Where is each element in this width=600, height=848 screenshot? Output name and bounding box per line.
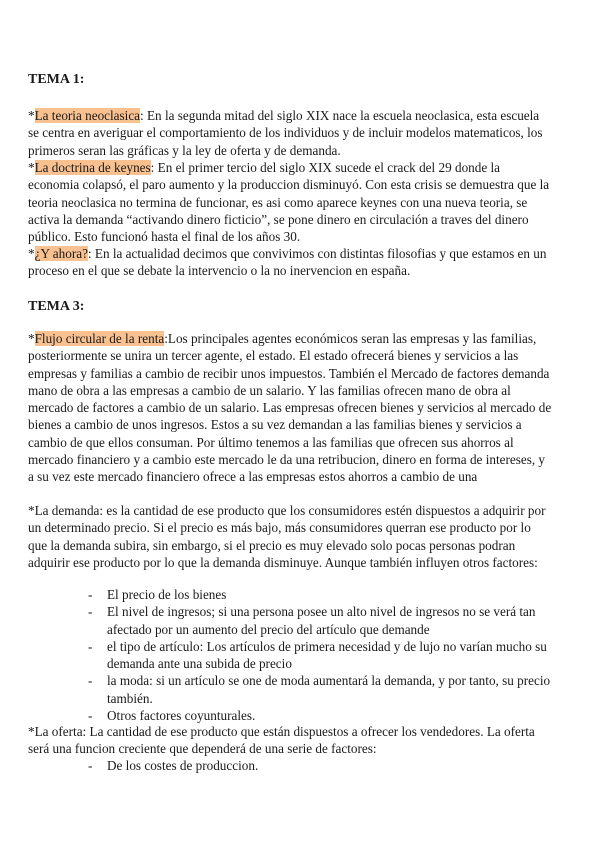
list-item: - el tipo de artículo: Los artículos de primera necesidad y de lujo no varían mucho su demanda ante una subida de precio [88, 638, 558, 673]
tema1-ahora-paragraph: *¿Y ahora?: En la actualidad decimos que convivimos con distintas filosofias y que estamos en un proceso en el que se debate la intervencio o la no inervencion en españa. [28, 246, 547, 279]
term-highlight: ¿Y ahora? [34, 246, 88, 261]
tema3-demanda-paragraph: *La demanda: es la cantidad de ese producto que los consumidores estén dispuestos a adquirir por un determinado precio. Si el precio es más bajo, más consumidores querran ese producto por lo que la demanda subira, sin embargo, si el precio es muy elevado solo pocas personas podran adquirir ese producto por lo que la demanda disminuye. Aunque también influyen otros factores: [28, 503, 546, 570]
term-highlight: Flujo circular de la renta [34, 331, 165, 346]
list-item: - De los costes de produccion. [88, 757, 558, 774]
list-item: - El nivel de ingresos; si una persona posee un alto nivel de ingresos no se verá tan afectado por un aumento del precio del artículo que demande [88, 603, 558, 638]
tema1-neoclasica-paragraph: *La teoria neoclasica: En la segunda mitad del siglo XIX nace la escuela neoclasica, esta escuela se centra en averiguar el comportamiento de los individuos y de incluir modelos matematicos, los primeros seran las gráficas y la ley de oferta y de demanda. [28, 108, 543, 158]
list-item: - la moda: si un artículo se one de moda aumentará la demanda, y por tanto, su precio también. [88, 672, 558, 707]
tema3-heading: TEMA 3: [28, 299, 85, 314]
term-highlight: La teoria neoclasica [34, 108, 141, 123]
term-highlight: La doctrina de keynes [34, 160, 151, 175]
demanda-factors-list [88, 586, 558, 724]
oferta-factors-list [88, 757, 558, 774]
tema3-oferta-paragraph: *La oferta: La cantidad de ese producto que están dispuestos a ofrecer los vendedores. La oferta será una funcion creciente que dependerá de una serie de factores: [28, 724, 535, 757]
tema3-flujo-paragraph: *Flujo circular de la renta:Los principales agentes económicos seran las empresas y las familias, posteriormente se unira un tercer agente, el estado. El estado ofrecerá bienes y servicios a las empresas y familias a cambio de recibir unos impuestos. También el Mercado de factores demanda mano de obra a las empresas a cambio de un salario. Y las familias ofrecen mano de obra al mercado de factores a cambio de un salario. Las empresas ofrecen bienes y servicios al mercado de bienes a cambio de unos ingresos. Estos a su vez demandan a las familias bienes y servicios a cambio de que ellos consuman. Por último tenemos a las familias que ofrecen sus ahorros al mercado financiero y a cambio este mercado le da una retribucion, dinero en forma de intereses, y a su vez este mercado financiero ofrece a las empresas estos ahorros a cambio de una [28, 331, 552, 485]
list-item: - Otros factores coyunturales. [88, 707, 558, 724]
list-item: - El precio de los bienes [88, 586, 558, 603]
tema1-keynes-paragraph: *La doctrina de keynes: En el primer tercio del siglo XIX sucede el crack del 29 donde la economia colapsó, el paro aumento y la produccion disminuyó. Con esta crisis se demuestra que la teoria neoclasica no termina de funcionar, es asi como aparece keynes con una nueva teoria, se activa la demanda “activando dinero ficticio”, se pone dinero en circulación a traves del dinero público. Esto funcionó hasta el final de los años 30. [28, 160, 550, 245]
tema1-heading: TEMA 1: [28, 72, 85, 87]
